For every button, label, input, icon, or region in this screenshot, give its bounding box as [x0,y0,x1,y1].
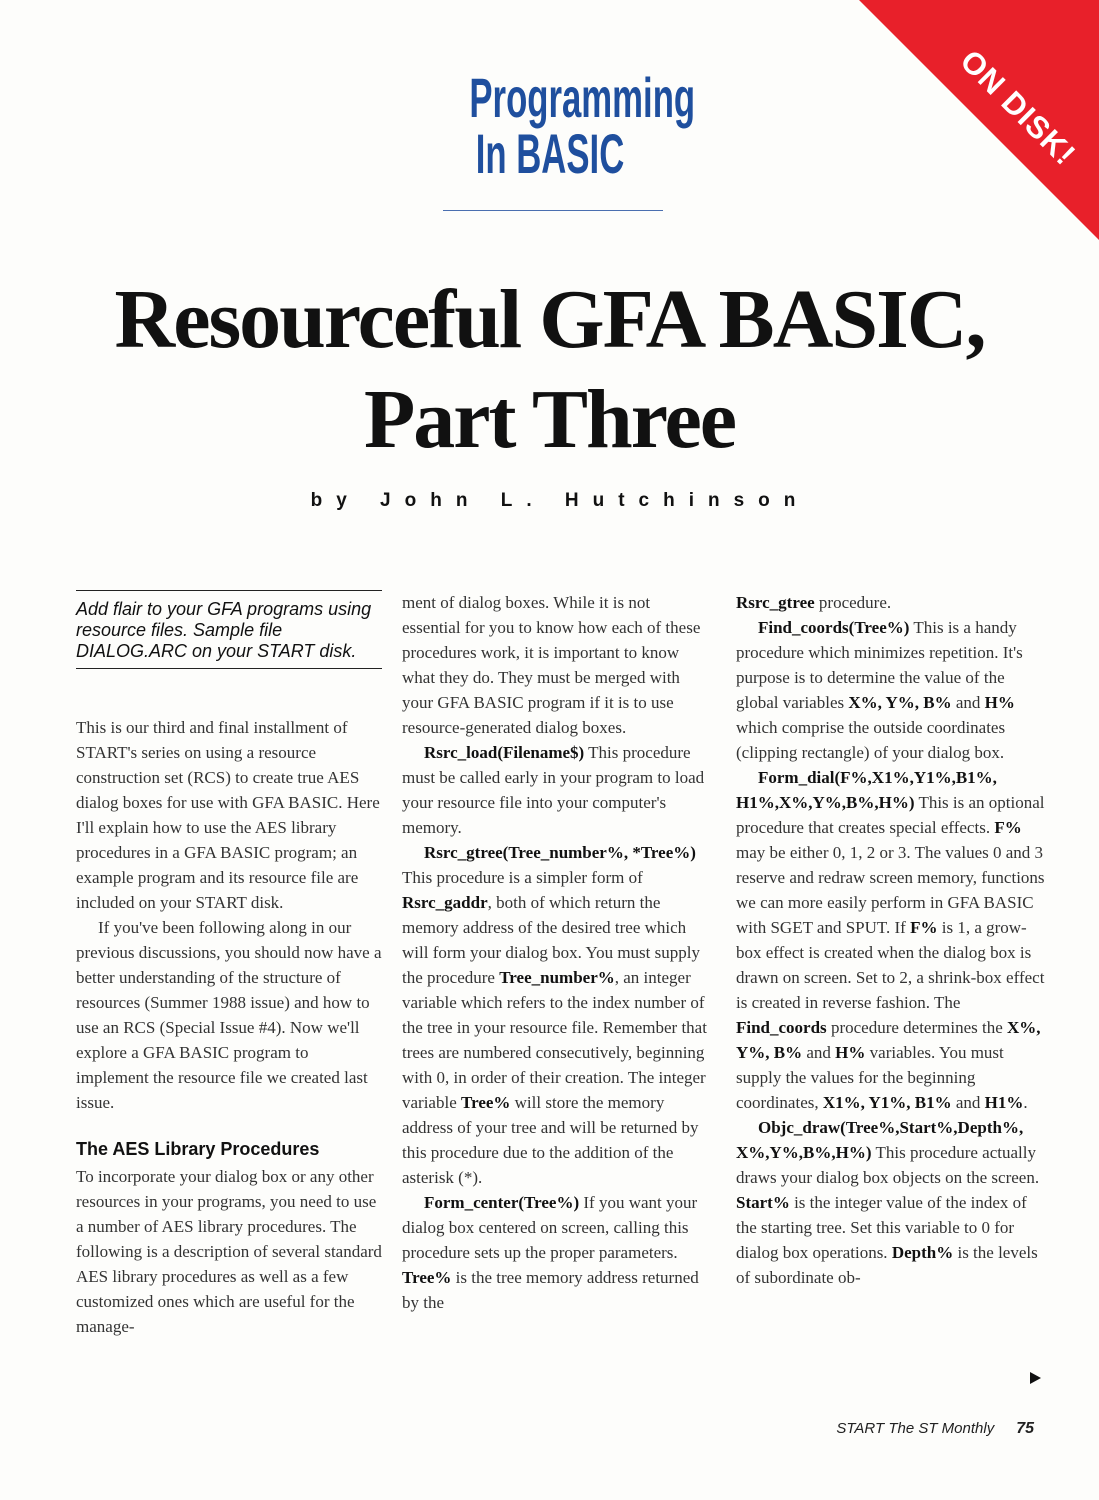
column-1 [76,590,382,1339]
column-3 [736,590,1046,1290]
paragraph-text: procedure determines the [826,1018,1007,1037]
paragraph-text: If you want your dialog box centered on screen, calling this procedure sets up the proper parameters. [402,1193,698,1262]
procedure-name: Form_dial(F%,X1%,Y1%,B1%, H1%,X%,Y%,B%,H%) [736,768,997,812]
article-title-line2: Part Three [363,373,736,466]
section-rule [443,210,663,211]
code-term: Depth% [891,1243,954,1262]
procedure-name: Objc_draw(Tree%,Start%,Depth%, X%,Y%,B%,H%) [736,1118,1024,1162]
section-heading-line1: Programming [469,66,696,129]
code-term: X%, Y%, B% [848,693,952,712]
paragraph-text: and [951,1093,985,1112]
procedure-name: Rsrc_gtree(Tree_number%, *Tree%) [424,843,696,862]
paragraph-text: This procedure must be called early in your program to load your resource file into your computer's memory. [402,743,705,837]
continue-arrow-icon [1030,1372,1041,1384]
paragraph-text: which comprise the outside coordinates (clipping rectangle) of your dialog box. [736,718,1006,762]
paragraph-text: , an integer variable which refers to the index number of the tree in your resource file. Remember that trees are numbered consecutively, beginning with 0, in order of their creation. The integer variable [402,968,707,1112]
code-term: X1%, Y1%, B1% [822,1093,952,1112]
article-title-line1: Resourceful GFA BASIC, [114,273,985,366]
paragraph-text: and [951,693,985,712]
code-term: H% [835,1043,866,1062]
paragraph-text: procedure. [814,593,892,612]
code-term: Rsrc_gtree [736,593,815,612]
paragraph [402,840,712,1190]
code-term: Find_coords [736,1018,827,1037]
paragraph: ment of dialog boxes. While it is not essential for you to know how each of these procedures work, it is important to know what they do. They must be merged with your GFA BASIC program if it is to use resource-generated dialog boxes. [402,593,701,737]
paragraph-text: This is an optional procedure that creates special effects. [736,793,1045,837]
paragraph [736,1115,1046,1290]
paragraph-text: This procedure is a simpler form of [402,868,643,887]
code-term: Tree% [402,1268,452,1287]
on-disk-banner [839,0,1099,260]
code-term: Rsrc_gaddr [402,893,488,912]
article-title [0,270,1099,470]
banner-triangle [859,0,1099,240]
code-term: H% [984,693,1015,712]
byline: by John L. Hutchinson [310,490,810,511]
magazine-name: START The ST Monthly [836,1420,995,1437]
paragraph [736,590,1046,615]
paragraph-text: is 1, a grow-box effect is created when the dialog box is drawn on screen. Set to 2, a shrink-box effect is created in reverse fashion. The [736,918,1045,1012]
code-term: H1% [984,1093,1024,1112]
section-heading-line2: In BASIC [475,122,625,185]
procedure-name: Rsrc_load(Filename$) [424,743,585,762]
section-heading [469,66,696,185]
code-term: Tree% [461,1093,511,1112]
code-term: F% [994,818,1022,837]
procedure-name: Form_center(Tree%) [424,1193,580,1212]
paragraph [736,765,1046,1115]
paragraph-text: , both of which return the memory address of the desired tree which will form your dialog box. You must supply the procedure [402,893,700,987]
paragraph [402,740,712,840]
paragraph [736,615,1046,765]
paragraph: If you've been following along in our previous discussions, you should now have a better understanding of the structure of resources (Summer 1988 issue) and how to use an RCS (Special Issue #4). Now we'll explore a GFA BASIC program to implement the resource file we created last issue. [76,918,382,1112]
code-term: F% [910,918,938,937]
paragraph-text: and [802,1043,836,1062]
code-term: Tree_number% [499,968,615,987]
paragraph-text: This is a handy procedure which minimizes repetition. It's purpose is to determine the value of the global variables [736,618,1023,712]
paragraph-text: may be either 0, 1, 2 or 3. The values 0 and 3 reserve and redraw screen memory, functions we can more easily perform in GFA BASIC with SGET and SPUT. If [736,843,1045,937]
paragraph-text: This procedure actually draws your dialog box objects on the screen. [736,1143,1040,1187]
subheading: The AES Library Procedures [76,1139,320,1159]
page-number: 75 [1016,1420,1034,1437]
paragraph-text: . [1023,1093,1028,1112]
paragraph [402,1190,712,1315]
code-term: Start% [736,1193,790,1212]
paragraph-text: variables. You must supply the values for the beginning coordinates, [736,1043,1004,1112]
column-2 [402,590,712,1315]
paragraph-text: will store the memory address of your tree and will be returned by this procedure due to the addition of the asterisk (*). [402,1093,699,1187]
deck: Add flair to your GFA programs using resource files. Sample file DIALOG.ARC on your START disk. [76,590,382,669]
banner-text: ON DISK! [953,43,1083,173]
paragraph: To incorporate your dialog box or any other resources in your programs, you need to use a number of AES library procedures. The following is a description of several standard AES library procedures as well as a few customized ones which are useful for the manage- [76,1167,382,1336]
paragraph-text: is the integer value of the index of the starting tree. Set this variable to 0 for dialog box operations. [736,1193,1027,1262]
paragraph: This is our third and final installment of START's series on using a resource construction set (RCS) to create true AES dialog boxes for use with GFA BASIC. Here I'll explain how to use the AES library procedures in a GFA BASIC program; an example program and its resource file are included on your START disk. [76,718,380,912]
paragraph-text: is the tree memory address returned by the [402,1268,699,1312]
page-footer [836,1420,1034,1438]
procedure-name: Find_coords(Tree%) [758,618,910,637]
code-term: X%, Y%, B% [736,1018,1041,1062]
paragraph-text: is the levels of subordinate ob- [736,1243,1038,1287]
